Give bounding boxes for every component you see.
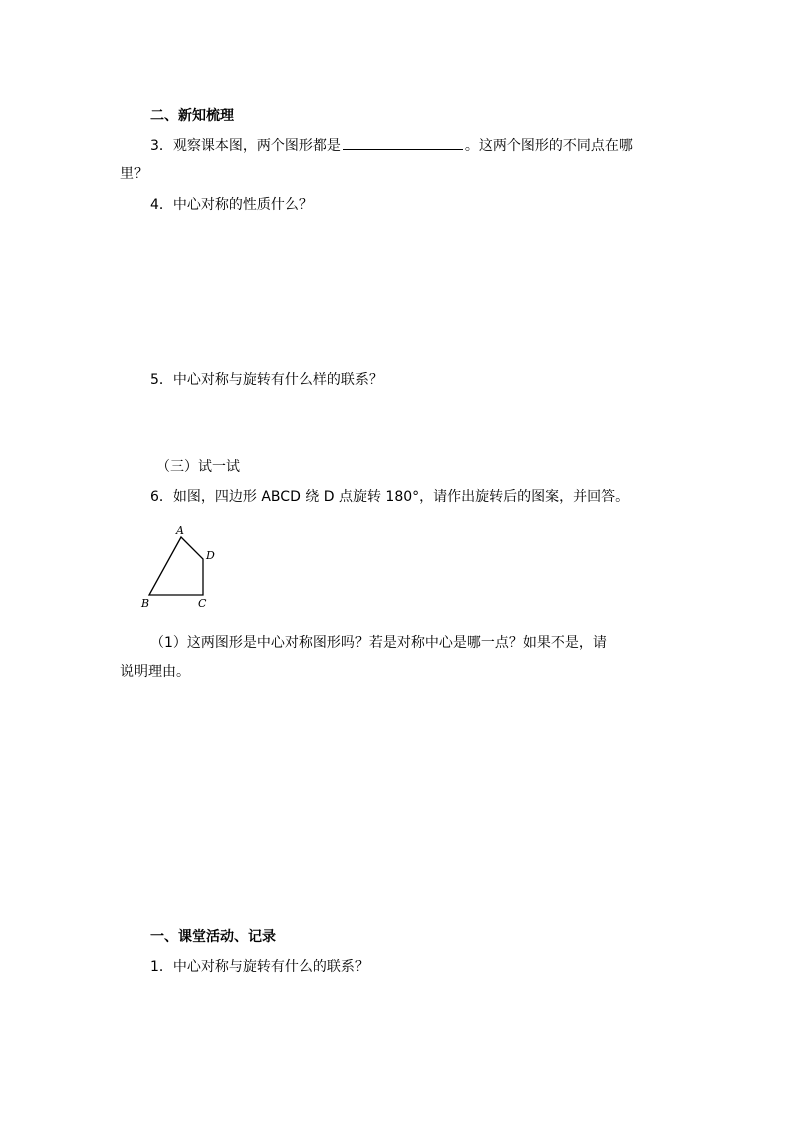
- vertex-label-b: B: [141, 597, 150, 610]
- question-3: [150, 135, 633, 156]
- vertex-label-d: D: [206, 549, 215, 562]
- activity-question-1: 1．中心对称与旋转有什么的联系？: [150, 959, 369, 975]
- question-3-text-after: 。这两个图形的不同点在哪: [464, 138, 633, 154]
- question-6: 6．如图，四边形 ABCD 绕 D 点旋转 180°，请作出旋转后的图案，并回答。: [150, 489, 630, 505]
- question-3-text-before: 3．观察课本图，两个图形都是: [150, 138, 341, 154]
- question-4: 4．中心对称的性质什么？: [150, 197, 313, 213]
- section-title-class-activity: 一、课堂活动、记录: [150, 929, 276, 945]
- section-title-new-knowledge: 二、新知梳理: [150, 108, 234, 124]
- vertex-label-c: C: [198, 597, 207, 610]
- question-5: 5．中心对称与旋转有什么样的联系？: [150, 372, 383, 388]
- quadrilateral-abcd: [149, 537, 203, 595]
- section-title-try: （三）试一试: [156, 459, 240, 475]
- question-3-continuation: 里？: [120, 166, 148, 182]
- quadrilateral-figure: [138, 522, 218, 612]
- answer-blank[interactable]: [343, 135, 463, 150]
- vertex-label-a: A: [176, 524, 184, 537]
- question-6-part-1-continuation: 说明理由。: [120, 664, 190, 680]
- question-6-part-1: （1）这两图形是中心对称图形吗？若是对称中心是哪一点？如果不是，请: [150, 635, 607, 651]
